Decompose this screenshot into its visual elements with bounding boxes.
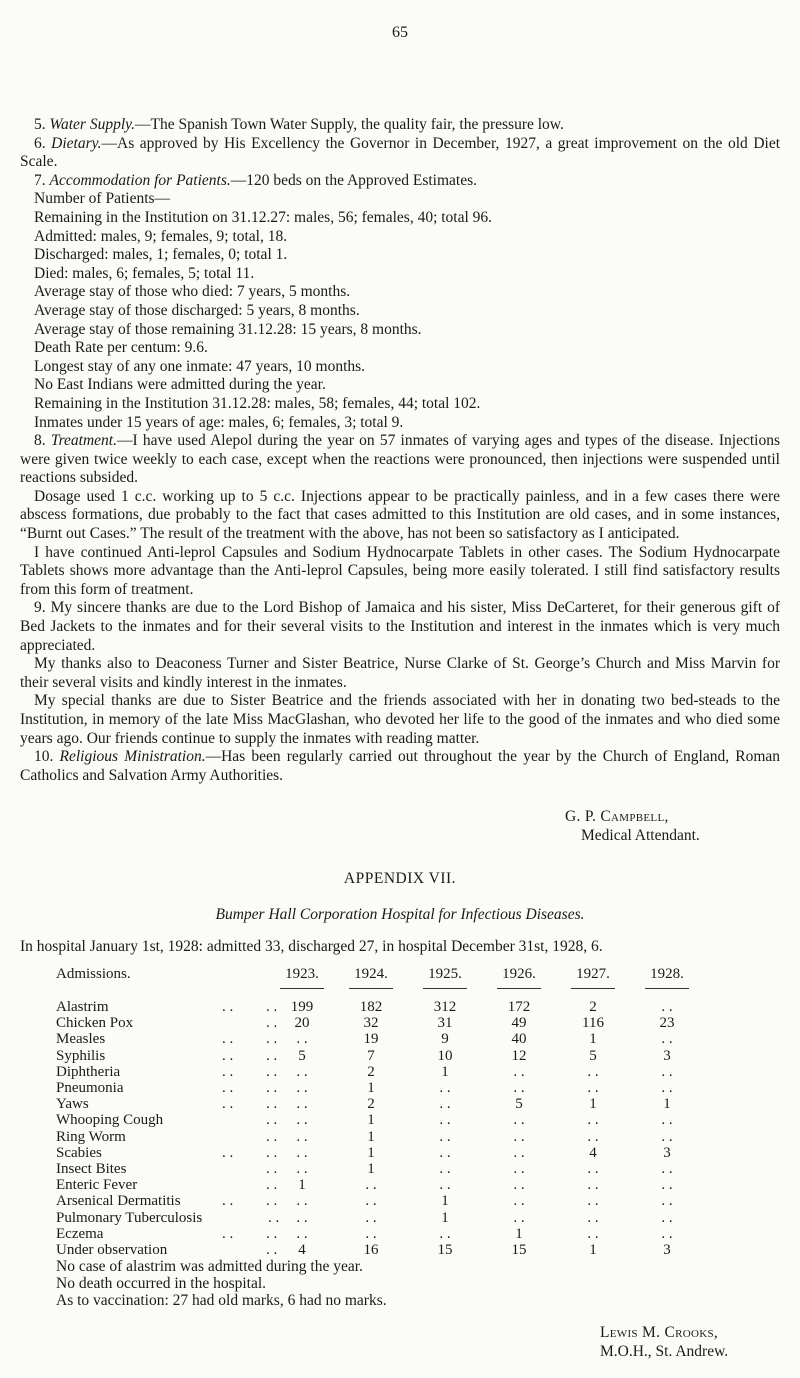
table-cell: . . bbox=[587, 1161, 599, 1177]
paragraph-text: Average stay of those discharged: 5 years, 8 months. bbox=[34, 301, 360, 319]
leader-dots: . . bbox=[266, 1112, 278, 1129]
table-cell: . . bbox=[587, 1193, 599, 1210]
table-cell: 172 bbox=[507, 999, 531, 1015]
table-cell: 116 bbox=[582, 1015, 604, 1032]
table-cell: . . bbox=[365, 1225, 377, 1242]
table-cell: . . bbox=[439, 1096, 451, 1113]
paragraph-heading: Treatment. bbox=[50, 432, 117, 450]
leader-dots: . . bbox=[266, 1193, 278, 1210]
table-cell: . . bbox=[513, 1193, 525, 1210]
paragraph bbox=[20, 488, 780, 544]
table-cell: 23 bbox=[659, 1015, 675, 1032]
paragraph-text: Longest stay of any one inmate: 47 years, 10 months. bbox=[34, 357, 366, 375]
table-cell: . . bbox=[661, 999, 673, 1015]
header-underline bbox=[571, 988, 615, 989]
table-cell: . . bbox=[513, 1112, 525, 1129]
column-header-year: 1923. bbox=[285, 966, 319, 982]
paragraph bbox=[20, 265, 780, 284]
column-header-year: 1928. bbox=[650, 966, 684, 982]
paragraph bbox=[20, 414, 780, 433]
hospital-summary: In hospital January 1st, 1928: admitted 33, discharged 27, in hospital December 31st, 1928, 6. bbox=[20, 938, 603, 955]
paragraph bbox=[20, 544, 780, 600]
leader-dots: . . bbox=[266, 1080, 278, 1096]
header-underline bbox=[349, 988, 393, 989]
leader-dots: . . bbox=[268, 1209, 280, 1226]
table-cell: 1 bbox=[367, 1080, 375, 1096]
table-cell: . . bbox=[439, 1225, 451, 1242]
paragraph-text: My special thanks are due to Sister Beatrice and the friends associated with her in donating two bed-steads to the Institution, in memory of the late Miss MacGlashan, who devoted her life to the good of the inmates and who died some years ago. Our friends continue to supply the inmates with reading matter. bbox=[20, 692, 780, 747]
table-cell: 199 bbox=[290, 999, 314, 1015]
row-label: Scabies bbox=[56, 1144, 102, 1161]
paragraph-number: 7. bbox=[34, 171, 50, 189]
paragraph bbox=[20, 283, 780, 302]
paragraph bbox=[20, 209, 780, 228]
table-cell: . . bbox=[513, 1209, 525, 1226]
paragraph-text: Dosage used 1 c.c. working up to 5 c.c. Injections appear to be practically painless, and in a few cases there were abscess formations, due probably to the fact that cases admitted to this Institution are old cases, and in some instances, “Burnt out Cases.” The result of the treatment with the above, has not been so satisfactory as I anticipated. bbox=[20, 487, 780, 543]
table-cell: 2 bbox=[367, 1063, 375, 1080]
table-cell: . . bbox=[296, 1209, 308, 1226]
leader-dots: . . bbox=[222, 1047, 234, 1064]
paragraph-text: Died: males, 6; females, 5; total 11. bbox=[34, 264, 255, 282]
paragraph-text: Remaining in the Institution 31.12.28: males, 58; females, 44; total 102. bbox=[34, 394, 481, 412]
table-cell: . . bbox=[365, 1193, 377, 1210]
table-cell: . . bbox=[661, 1225, 673, 1242]
leader-dots: . . bbox=[222, 999, 234, 1015]
column-header-year: 1924. bbox=[354, 966, 388, 982]
row-label: Eczema bbox=[56, 1225, 104, 1242]
row-label: Enteric Fever bbox=[56, 1177, 138, 1194]
table-cell: . . bbox=[661, 1031, 673, 1048]
paragraph-number: 10. bbox=[34, 748, 60, 766]
table-cell: . . bbox=[296, 1080, 308, 1096]
appendix-heading: APPENDIX VII. bbox=[343, 870, 457, 887]
table-cell: . . bbox=[439, 1161, 451, 1177]
table-cell: . . bbox=[587, 1209, 599, 1226]
paragraph bbox=[20, 358, 780, 377]
table-cell: 10 bbox=[437, 1047, 453, 1064]
paragraph bbox=[20, 395, 780, 414]
paragraph-heading: Religious Ministration. bbox=[59, 748, 206, 766]
table-cell: . . bbox=[587, 1063, 599, 1080]
leader-dots: . . bbox=[222, 1031, 234, 1048]
table-cell: . . bbox=[513, 1177, 525, 1194]
paragraph-heading: Dietary. bbox=[51, 134, 102, 152]
table-cell: . . bbox=[587, 1225, 599, 1242]
row-label: Insect Bites bbox=[56, 1161, 127, 1177]
table-cell: 16 bbox=[363, 1242, 379, 1258]
table-cell: . . bbox=[513, 1161, 525, 1177]
moh-signature-block bbox=[600, 1323, 728, 1361]
paragraph-text: —I have used Alepol during the year on 57 inmates of varying ages and types of the disease. Injections were given twice weekly to each case, except when the reactions were pronounced, then injections were suspended until reactions subsided. bbox=[20, 432, 781, 487]
table-cell: 1 bbox=[589, 1096, 597, 1113]
paragraph-number: 5. bbox=[34, 116, 50, 133]
leader-dots: . . bbox=[222, 1225, 234, 1242]
paragraph-text: —120 beds on the Approved Estimates. bbox=[230, 171, 477, 189]
row-label: Pneumonia bbox=[56, 1080, 124, 1096]
table-cell: . . bbox=[587, 1177, 599, 1194]
column-header-year: 1925. bbox=[428, 966, 462, 982]
leader-dots: . . bbox=[266, 1242, 278, 1258]
paragraph-text: Death Rate per centum: 9.6. bbox=[34, 339, 208, 357]
paragraph-text: Average stay of those who died: 7 years, 5 months. bbox=[34, 283, 351, 301]
note-line: As to vaccination: 27 had old marks, 6 had no marks. bbox=[56, 1292, 387, 1309]
admissions-table bbox=[0, 966, 800, 1256]
paragraph-number: 8. bbox=[34, 432, 51, 450]
leader-dots: . . bbox=[266, 1031, 278, 1048]
paragraph-number: 6. bbox=[34, 134, 52, 152]
table-cell: . . bbox=[661, 1128, 673, 1145]
report-body bbox=[20, 116, 780, 785]
row-header-admissions: Admissions. bbox=[56, 966, 131, 982]
table-cell: 31 bbox=[437, 1015, 453, 1032]
moh-signature-title: M.O.H., St. Andrew. bbox=[600, 1343, 729, 1360]
table-cell: . . bbox=[296, 1161, 308, 1177]
table-cell: 2 bbox=[367, 1096, 375, 1113]
paragraph bbox=[20, 599, 780, 655]
table-cell: . . bbox=[439, 1128, 451, 1145]
leader-dots: . . bbox=[266, 1161, 278, 1177]
signature-name: G. P. Campbell, bbox=[565, 808, 669, 825]
table-cell: 49 bbox=[511, 1015, 527, 1032]
leader-dots: . . bbox=[266, 1047, 278, 1064]
table-cell: . . bbox=[296, 1063, 308, 1080]
table-cell: . . bbox=[661, 1177, 673, 1194]
table-cell: . . bbox=[439, 1177, 451, 1194]
paragraph-text: —The Spanish Town Water Supply, the quality fair, the pressure low. bbox=[135, 116, 564, 133]
table-cell: . . bbox=[365, 1177, 377, 1194]
row-label: Yaws bbox=[56, 1096, 89, 1113]
leader-dots: . . bbox=[266, 1015, 278, 1032]
paragraph-text: Average stay of those remaining 31.12.28: 15 years, 8 months. bbox=[34, 320, 422, 338]
table-cell: 3 bbox=[663, 1242, 671, 1258]
table-cell: . . bbox=[587, 1112, 599, 1129]
appendix-notes bbox=[56, 1258, 756, 1309]
table-cell: . . bbox=[587, 1080, 599, 1096]
table-cell: 12 bbox=[511, 1047, 527, 1064]
table-cell: 1 bbox=[663, 1096, 671, 1113]
paragraph bbox=[20, 190, 780, 209]
paragraph bbox=[20, 172, 780, 191]
table-cell: 20 bbox=[294, 1015, 310, 1032]
paragraph-text: Number of Patients— bbox=[34, 190, 171, 208]
table-cell: . . bbox=[296, 1112, 308, 1129]
paragraph-text: —As approved by His Excellency the Governor in December, 1927, a great improvement on the old Diet Scale. bbox=[20, 134, 780, 171]
table-cell: 1 bbox=[367, 1161, 375, 1177]
table-cell: . . bbox=[661, 1209, 673, 1226]
row-label: Alastrim bbox=[56, 999, 109, 1015]
table-cell: . . bbox=[513, 1080, 525, 1096]
header-underline bbox=[497, 988, 541, 989]
table-cell: 1 bbox=[515, 1225, 523, 1242]
paragraph-text: Inmates under 15 years of age: males, 6; females, 3; total 9. bbox=[34, 413, 404, 431]
paragraph bbox=[20, 655, 780, 692]
paragraph bbox=[20, 339, 780, 358]
row-label: Arsenical Dermatitis bbox=[56, 1193, 181, 1210]
header-underline bbox=[645, 988, 689, 989]
table-cell: 1 bbox=[367, 1144, 375, 1161]
paragraph bbox=[20, 692, 780, 748]
table-cell: . . bbox=[587, 1128, 599, 1145]
signature-block bbox=[565, 807, 700, 845]
paragraph-text: Admitted: males, 9; females, 9; total, 18. bbox=[34, 227, 288, 245]
table-cell: . . bbox=[296, 1225, 308, 1242]
row-label: Chicken Pox bbox=[56, 1015, 134, 1032]
table-cell: . . bbox=[661, 1063, 673, 1080]
leader-dots: . . bbox=[266, 1128, 278, 1145]
table-cell: . . bbox=[439, 1080, 451, 1096]
table-cell: . . bbox=[296, 1193, 308, 1210]
leader-dots: . . bbox=[222, 1080, 234, 1096]
paragraph bbox=[20, 116, 780, 135]
table-cell: . . bbox=[296, 1128, 308, 1145]
row-label: Measles bbox=[56, 1031, 106, 1048]
table-cell: 4 bbox=[589, 1144, 597, 1161]
table-cell: . . bbox=[439, 1144, 451, 1161]
paragraph-text: Discharged: males, 1; females, 0; total 1. bbox=[34, 246, 288, 264]
table-cell: 9 bbox=[441, 1031, 449, 1048]
table-cell: . . bbox=[513, 1144, 525, 1161]
note-line: No case of alastrim was admitted during the year. bbox=[56, 1258, 363, 1275]
paragraph-heading: Accommodation for Patients. bbox=[49, 171, 231, 189]
table-cell: 1 bbox=[589, 1031, 597, 1048]
table-cell: . . bbox=[661, 1112, 673, 1129]
paragraph bbox=[20, 228, 780, 247]
hospital-title: Bumper Hall Corporation Hospital for Infectious Diseases. bbox=[215, 906, 585, 923]
leader-dots: . . bbox=[222, 1193, 234, 1210]
paragraph-number: 9. bbox=[34, 599, 51, 617]
paragraph-text: No East Indians were admitted during the year. bbox=[34, 376, 326, 394]
row-label: Under observation bbox=[56, 1242, 168, 1258]
header-underline bbox=[423, 988, 467, 989]
column-header-year: 1926. bbox=[502, 966, 536, 982]
table-cell: 312 bbox=[433, 999, 457, 1015]
table-cell: . . bbox=[296, 1144, 308, 1161]
table-cell: 1 bbox=[367, 1128, 375, 1145]
table-cell: 182 bbox=[359, 999, 383, 1015]
table-cell: 4 bbox=[298, 1242, 306, 1258]
table-cell: 32 bbox=[363, 1015, 379, 1032]
column-header-year: 1927. bbox=[576, 966, 610, 982]
table-cell: 19 bbox=[363, 1031, 379, 1048]
table-cell: . . bbox=[296, 1096, 308, 1113]
table-cell: . . bbox=[513, 1128, 525, 1145]
table-cell: . . bbox=[661, 1080, 673, 1096]
paragraph-text: —Has been regularly carried out throughout the year by the Church of England, Roman Catholics and Salvation Army Authorities. bbox=[20, 748, 781, 784]
table-cell: 1 bbox=[441, 1209, 449, 1226]
table-cell: 3 bbox=[663, 1144, 671, 1161]
paragraph bbox=[20, 748, 780, 785]
table-cell: . . bbox=[365, 1209, 377, 1226]
leader-dots: . . bbox=[222, 1063, 234, 1080]
row-label: Syphilis bbox=[56, 1047, 106, 1064]
table-cell: 5 bbox=[298, 1047, 306, 1064]
signature-title: Medical Attendant. bbox=[581, 827, 700, 844]
table-cell: 40 bbox=[511, 1031, 527, 1048]
header-underline bbox=[280, 988, 324, 989]
paragraph bbox=[20, 135, 780, 172]
paragraph bbox=[20, 246, 780, 265]
table-cell: 1 bbox=[298, 1177, 306, 1194]
note-line: No death occurred in the hospital. bbox=[56, 1275, 267, 1292]
paragraph-text: I have continued Anti-leprol Capsules and Sodium Hydnocarpate Tablets in other cases. The Sodium Hydnocarpate Tablets shows more advantage than the Anti-leprol Capsules, being more easily tolerated. I still find satisfactory results from this form of treatment. bbox=[20, 543, 780, 598]
row-label: Diphtheria bbox=[56, 1063, 121, 1080]
leader-dots: . . bbox=[222, 1144, 234, 1161]
table-cell: 5 bbox=[515, 1096, 523, 1113]
table-cell: 1 bbox=[441, 1193, 449, 1210]
leader-dots: . . bbox=[266, 1096, 278, 1113]
leader-dots: . . bbox=[266, 1225, 278, 1242]
paragraph-text: My sincere thanks are due to the Lord Bishop of Jamaica and his sister, Miss DeCarteret, for their generous gift of Bed Jackets to the inmates and for their several visits to the Institution and interest in the inmates which is very much appreciated. bbox=[20, 599, 780, 654]
leader-dots: . . bbox=[266, 1144, 278, 1161]
leader-dots: . . bbox=[222, 1096, 234, 1113]
leader-dots: . . bbox=[266, 999, 278, 1015]
paragraph bbox=[20, 432, 780, 488]
moh-signature-name: Lewis M. Crooks, bbox=[600, 1324, 719, 1341]
table-cell: 1 bbox=[589, 1242, 597, 1258]
table-cell: . . bbox=[513, 1063, 525, 1080]
table-cell: 15 bbox=[437, 1242, 453, 1258]
table-cell: 2 bbox=[589, 999, 597, 1015]
table-cell: 1 bbox=[441, 1063, 449, 1080]
table-cell: . . bbox=[296, 1031, 308, 1048]
table-cell: . . bbox=[439, 1112, 451, 1129]
paragraph-heading: Water Supply. bbox=[49, 116, 136, 133]
table-cell: 15 bbox=[511, 1242, 527, 1258]
table-cell: 3 bbox=[663, 1047, 671, 1064]
row-label: Pulmonary Tuberculosis bbox=[56, 1209, 203, 1226]
table-cell: . . bbox=[661, 1161, 673, 1177]
paragraph bbox=[20, 321, 780, 340]
table-cell: . . bbox=[661, 1193, 673, 1210]
paragraph bbox=[20, 302, 780, 321]
leader-dots: . . bbox=[266, 1063, 278, 1080]
row-label: Ring Worm bbox=[56, 1128, 126, 1145]
paragraph bbox=[20, 376, 780, 395]
table-cell: 7 bbox=[367, 1047, 375, 1064]
table-cell: 1 bbox=[367, 1112, 375, 1129]
paragraph-text: Remaining in the Institution on 31.12.27: males, 56; females, 40; total 96. bbox=[34, 208, 493, 226]
paragraph-text: My thanks also to Deaconess Turner and Sister Beatrice, Nurse Clarke of St. George’s Church and Miss Marvin for their several visits and kindly interest in the inmates. bbox=[20, 655, 780, 691]
row-label: Whooping Cough bbox=[56, 1112, 164, 1129]
table-cell: 5 bbox=[589, 1047, 597, 1064]
leader-dots: . . bbox=[266, 1177, 278, 1194]
page-number: 65 bbox=[392, 24, 408, 41]
